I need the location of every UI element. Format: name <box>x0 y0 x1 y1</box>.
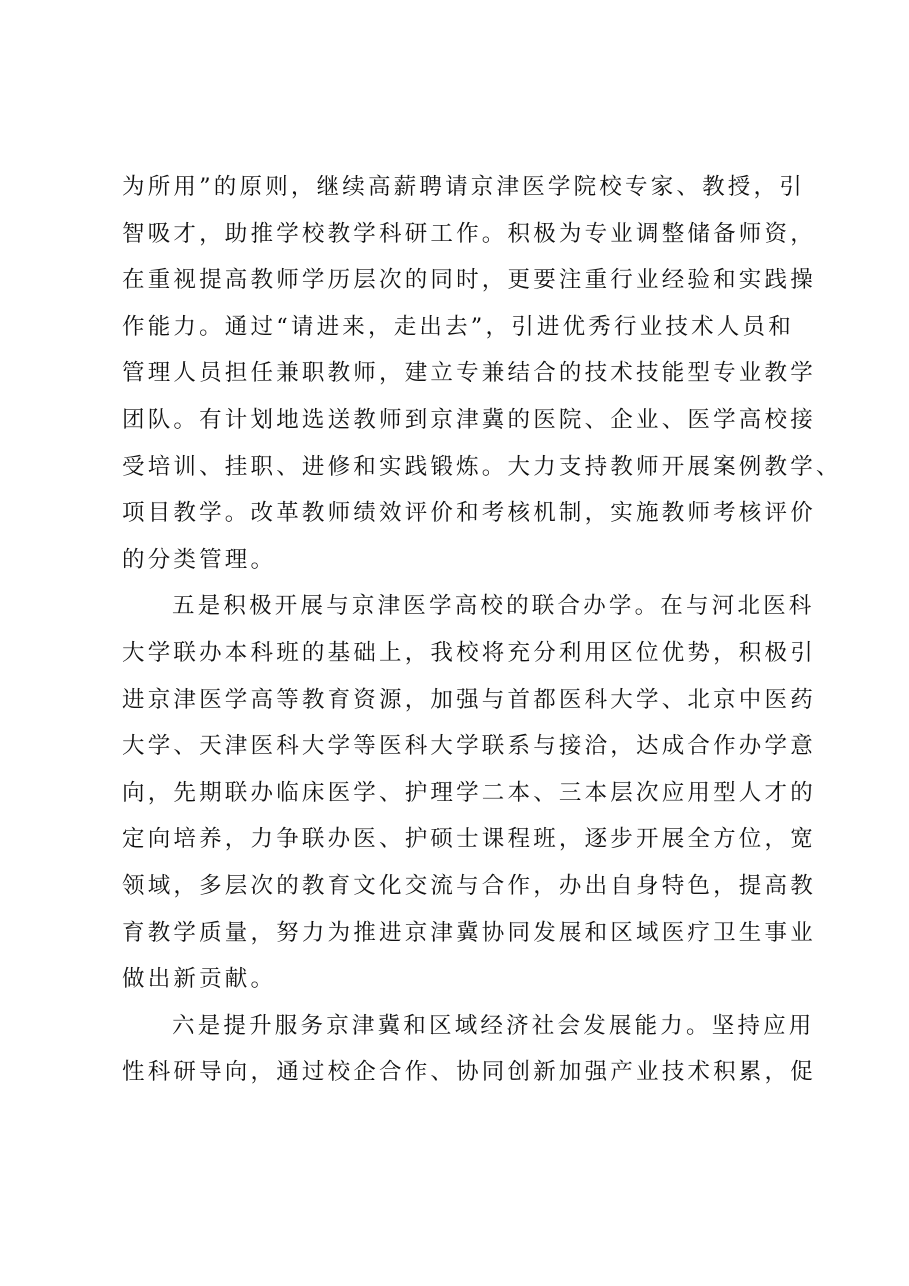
text-line: 大学联办本科班的基础上，我校将充分利用区位优势，积极引 <box>122 639 816 666</box>
paragraph-6-first-line: 六是提升服务京津冀和区域经济社会发展能力。坚持应用 <box>172 1012 815 1039</box>
text-line: 育教学质量，努力为推进京津冀协同发展和区域医疗卫生事业 <box>122 919 816 946</box>
paragraph-5-first-line: 五是积极开展与京津医学高校的联合办学。在与河北医科 <box>172 593 815 620</box>
text-line: 的分类管理。 <box>122 546 277 573</box>
text-line: 大学、天津医科大学等医科大学联系与接洽，达成合作办学意 <box>122 733 816 760</box>
text-line: 作能力。通过“请进来，走出去”，引进优秀行业技术人员和 <box>122 313 794 340</box>
text-line: 进京津医学高等教育资源，加强与首都医科大学、北京中医药 <box>122 686 816 713</box>
text-line: 性科研导向，通过校企合作、协同创新加强产业技术积累，促 <box>122 1059 816 1086</box>
text-line: 项目教学。改革教师绩效评价和考核机制，实施教师考核评价 <box>122 500 816 527</box>
text-line: 做出新贡献。 <box>122 966 277 993</box>
text-line: 在重视提高教师学历层次的同时，更要注重行业经验和实践操 <box>122 267 816 294</box>
text-line: 受培训、挂职、进修和实践锻炼。大力支持教师开展案例教学、 <box>122 453 842 480</box>
text-line: 智吸才，助推学校教学科研工作。积极为专业调整储备师资， <box>122 220 816 247</box>
text-line: 管理人员担任兼职教师，建立专兼结合的技术技能型专业教学 <box>122 360 816 387</box>
text-line: 向，先期联办临床医学、护理学二本、三本层次应用型人才的 <box>122 779 816 806</box>
text-line: 为所用”的原则，继续高薪聘请京津医学院校专家、教授，引 <box>122 174 805 200</box>
text-line: 定向培养，力争联办医、护硕士课程班，逐步开展全方位，宽 <box>122 826 816 853</box>
text-line: 领域，多层次的教育文化交流与合作，办出自身特色，提高教 <box>122 872 816 899</box>
text-line: 团队。有计划地选送教师到京津冀的医院、企业、医学高校接 <box>122 406 816 433</box>
body-text <box>122 164 842 1096</box>
